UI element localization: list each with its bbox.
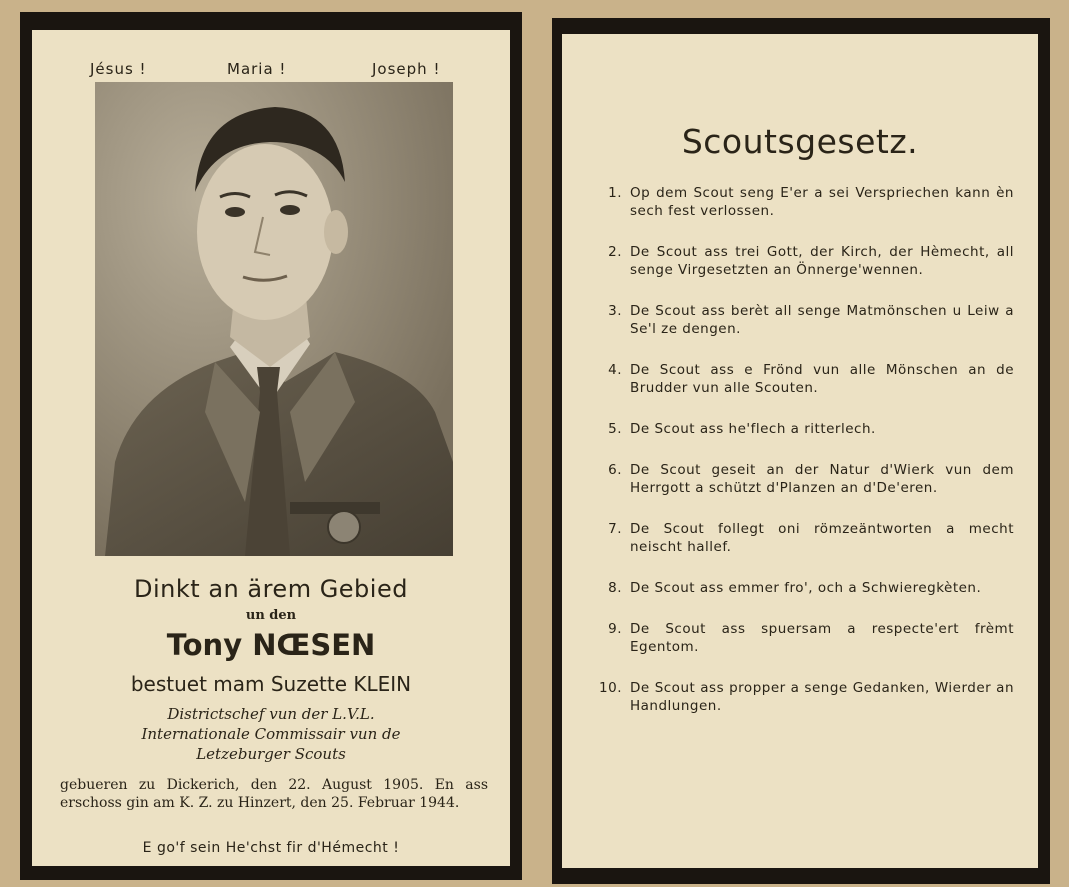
scout-law-item [582,243,1014,279]
scout-badge-icon [327,510,361,544]
law-number: 10. [599,680,622,696]
scout-law-item [582,679,1014,715]
portrait-photo [95,82,453,556]
scout-law-item [582,302,1014,338]
invocations [32,60,510,80]
scout-law-list [582,184,1014,738]
law-text: De Scout ass e Frönd vun alle Mönschen an de Brudder vun alle Scouten. [630,362,1014,396]
law-number: 3. [608,303,622,319]
role-international-commissioner: Internationale Commissair vun de [141,725,401,743]
remembrance-heading: Dinkt an ärem Gebied [134,575,408,603]
motto: E go'f sein He'chst fir d'Hémecht ! [142,840,400,856]
scout-law-item [582,520,1014,556]
law-text: De Scout ass he'flech a ritterlech. [630,421,876,437]
invocation-jesus: Jésus ! [90,60,147,78]
invocation-joseph: Joseph ! [372,60,441,78]
spouse-line: bestuet mam Suzette KLEIN [130,672,412,696]
law-text: De Scout ass berèt all senge Matmönschen u Leiw a Se'l ze dengen. [630,303,1014,337]
memorial-card-front-paper [32,30,510,866]
law-number: 5. [608,421,622,437]
scout-law-item [582,579,1014,597]
scout-law-card [552,18,1050,884]
roles [52,704,490,764]
role-scouts: Letzeburger Scouts [196,745,346,763]
memorial-card-front [20,12,522,880]
law-text: De Scout ass emmer fro', och a Schwieregkèten. [630,580,982,596]
law-text: Op dem Scout seng E'er a sei Verspriechen kann èn sech fest verlossen. [630,185,1014,219]
law-text: De Scout ass propper a senge Gedanken, Wierder an Handlungen. [630,680,1014,714]
law-text: De Scout ass spuersam a respecte'ert frèmt Egentom. [630,621,1014,655]
scout-law-item [582,420,1014,438]
scout-law-item [582,461,1014,497]
role-district-chief: Districtschef vun der L.V.L. [167,705,375,723]
law-number: 8. [608,580,622,596]
law-text: De Scout follegt oni römzeäntworten a mecht neischt hallef. [630,521,1014,555]
law-number: 6. [608,462,622,478]
law-number: 4. [608,362,622,378]
scout-law-title: Scoutsgesetz. [681,122,919,161]
scout-law-card-paper [562,34,1038,868]
scout-law-item [582,184,1014,220]
law-number: 9. [608,621,622,637]
law-number: 7. [608,521,622,537]
scout-law-item [582,361,1014,397]
law-text: De Scout ass trei Gott, der Kirch, der Hèmecht, all senge Virgesetzten an Önnerge'wennen. [630,244,1014,278]
scout-law-item [582,620,1014,656]
invocation-maria: Maria ! [227,60,287,78]
and-the-label: un den [245,608,297,623]
deceased-name: Tony NŒSEN [166,628,376,662]
biography: gebueren zu Dickerich, den 22. August 1905. En ass erschoss gin am K. Z. zu Hinzert, den 25. Februar 1944. [60,777,488,811]
law-text: De Scout geseit an der Natur d'Wierk vun dem Herrgott a schützt d'Planzen an d'De'eren. [630,462,1014,496]
law-number: 2. [608,244,622,260]
law-number: 1. [608,185,622,201]
